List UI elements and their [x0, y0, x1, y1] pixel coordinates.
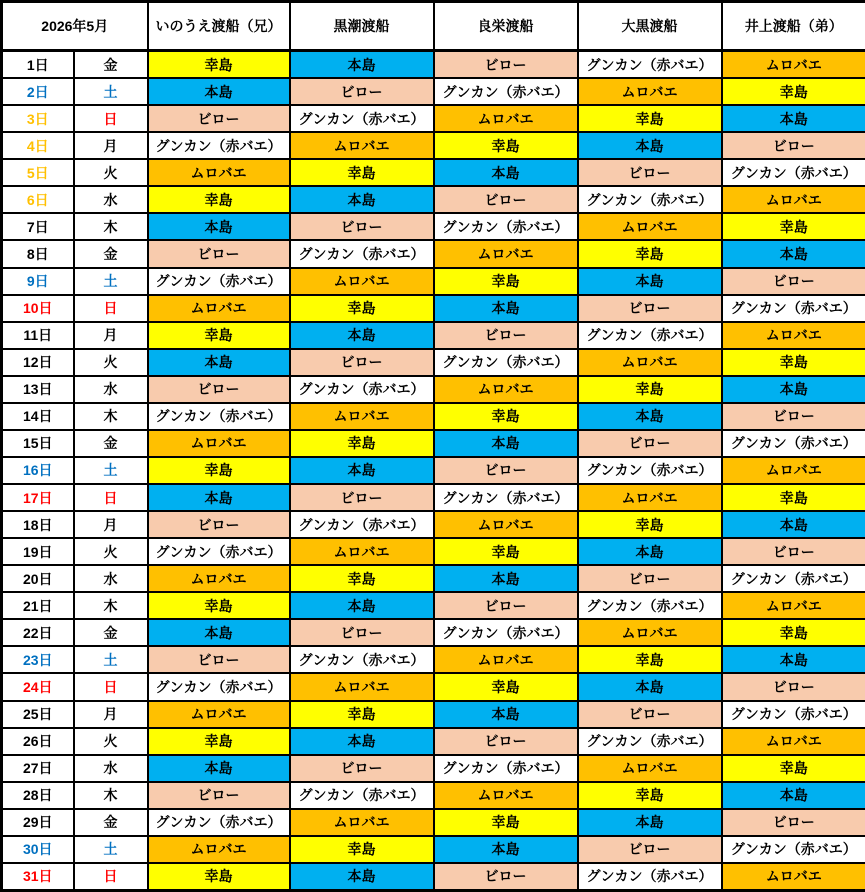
assignment-cell: 幸島 — [148, 863, 290, 891]
weekday-cell: 土 — [74, 836, 148, 863]
assignment-cell: 幸島 — [148, 186, 290, 213]
assignment-cell: 本島 — [578, 673, 722, 700]
assignment-cell: ビロー — [148, 240, 290, 267]
assignment-cell: 本島 — [722, 105, 865, 132]
assignment-cell: ムロバエ — [148, 430, 290, 457]
table-row — [2, 105, 865, 132]
assignment-cell: 本島 — [148, 349, 290, 376]
assignment-cell: 幸島 — [434, 809, 578, 836]
weekday-cell: 土 — [74, 268, 148, 295]
assignment-cell: グンカン（赤バエ） — [578, 457, 722, 484]
assignment-cell: 本島 — [148, 484, 290, 511]
column-header-boat-4: 大黒渡船 — [578, 2, 722, 51]
assignment-cell: ムロバエ — [148, 295, 290, 322]
table-row — [2, 268, 865, 295]
assignment-cell: 本島 — [434, 295, 578, 322]
table-row — [2, 322, 865, 349]
weekday-cell: 日 — [74, 863, 148, 891]
assignment-cell: ムロバエ — [290, 538, 434, 565]
assignment-cell: 本島 — [722, 240, 865, 267]
assignment-cell: 本島 — [434, 701, 578, 728]
assignment-cell: ビロー — [578, 836, 722, 863]
assignment-cell: ビロー — [434, 863, 578, 891]
assignment-cell: グンカン（赤バエ） — [290, 511, 434, 538]
assignment-cell: ビロー — [722, 403, 865, 430]
assignment-cell: 本島 — [290, 728, 434, 755]
assignment-cell: ビロー — [722, 538, 865, 565]
assignment-cell: グンカン（赤バエ） — [578, 728, 722, 755]
assignment-cell: ビロー — [434, 322, 578, 349]
assignment-cell: ビロー — [578, 430, 722, 457]
day-cell: 13日 — [2, 376, 74, 403]
weekday-cell: 金 — [74, 809, 148, 836]
day-cell: 24日 — [2, 673, 74, 700]
assignment-cell: ムロバエ — [434, 376, 578, 403]
day-cell: 12日 — [2, 349, 74, 376]
assignment-cell: グンカン（赤バエ） — [148, 538, 290, 565]
assignment-cell: 幸島 — [434, 403, 578, 430]
day-cell: 7日 — [2, 213, 74, 240]
weekday-cell: 水 — [74, 565, 148, 592]
assignment-cell: ムロバエ — [290, 809, 434, 836]
assignment-cell: 幸島 — [148, 322, 290, 349]
assignment-cell: グンカン（赤バエ） — [290, 105, 434, 132]
assignment-cell: ムロバエ — [722, 592, 865, 619]
table-row — [2, 836, 865, 863]
table-row — [2, 51, 865, 79]
weekday-cell: 土 — [74, 646, 148, 673]
assignment-cell: ビロー — [434, 51, 578, 79]
day-cell: 20日 — [2, 565, 74, 592]
assignment-cell: ビロー — [290, 484, 434, 511]
assignment-cell: ムロバエ — [578, 755, 722, 782]
assignment-cell: グンカン（赤バエ） — [434, 755, 578, 782]
assignment-cell: ムロバエ — [578, 484, 722, 511]
table-row — [2, 213, 865, 240]
table-row — [2, 701, 865, 728]
assignment-cell: ムロバエ — [722, 322, 865, 349]
day-cell: 8日 — [2, 240, 74, 267]
assignment-cell: ムロバエ — [722, 186, 865, 213]
assignment-cell: 本島 — [148, 755, 290, 782]
day-cell: 4日 — [2, 132, 74, 159]
table-row — [2, 728, 865, 755]
assignment-cell: ムロバエ — [148, 701, 290, 728]
assignment-cell: 幸島 — [434, 268, 578, 295]
assignment-cell: ムロバエ — [290, 268, 434, 295]
assignment-cell: ビロー — [290, 349, 434, 376]
assignment-cell: 本島 — [722, 511, 865, 538]
weekday-cell: 木 — [74, 592, 148, 619]
header-row — [2, 2, 865, 51]
assignment-cell: 本島 — [722, 376, 865, 403]
day-cell: 6日 — [2, 186, 74, 213]
assignment-cell: ビロー — [578, 701, 722, 728]
assignment-cell: 本島 — [722, 646, 865, 673]
day-cell: 11日 — [2, 322, 74, 349]
assignment-cell: グンカン（赤バエ） — [434, 213, 578, 240]
weekday-cell: 木 — [74, 403, 148, 430]
day-cell: 17日 — [2, 484, 74, 511]
assignment-cell: 幸島 — [434, 673, 578, 700]
table-row — [2, 349, 865, 376]
day-cell: 3日 — [2, 105, 74, 132]
assignment-cell: ビロー — [290, 213, 434, 240]
schedule-header — [2, 2, 865, 51]
assignment-cell: ムロバエ — [434, 105, 578, 132]
weekday-cell: 火 — [74, 159, 148, 186]
assignment-cell: 幸島 — [434, 132, 578, 159]
day-cell: 18日 — [2, 511, 74, 538]
assignment-cell: グンカン（赤バエ） — [722, 701, 865, 728]
assignment-cell: 幸島 — [290, 430, 434, 457]
assignment-cell: 本島 — [434, 565, 578, 592]
weekday-cell: 日 — [74, 295, 148, 322]
assignment-cell: ムロバエ — [578, 619, 722, 646]
schedule-rows — [2, 51, 865, 891]
day-cell: 14日 — [2, 403, 74, 430]
assignment-cell: ムロバエ — [578, 349, 722, 376]
assignment-cell: グンカン（赤バエ） — [148, 403, 290, 430]
day-cell: 19日 — [2, 538, 74, 565]
table-row — [2, 376, 865, 403]
assignment-cell: ムロバエ — [578, 213, 722, 240]
assignment-cell: 本島 — [578, 538, 722, 565]
assignment-cell: 本島 — [290, 457, 434, 484]
day-cell: 5日 — [2, 159, 74, 186]
assignment-cell: ムロバエ — [578, 78, 722, 105]
table-row — [2, 619, 865, 646]
day-cell: 26日 — [2, 728, 74, 755]
assignment-cell: 幸島 — [148, 592, 290, 619]
assignment-cell: 本島 — [578, 132, 722, 159]
table-row — [2, 511, 865, 538]
assignment-cell: ビロー — [578, 159, 722, 186]
assignment-cell: 本島 — [290, 51, 434, 79]
table-row — [2, 78, 865, 105]
assignment-cell: グンカン（赤バエ） — [578, 863, 722, 891]
weekday-cell: 金 — [74, 619, 148, 646]
table-row — [2, 755, 865, 782]
day-cell: 9日 — [2, 268, 74, 295]
table-row — [2, 403, 865, 430]
assignment-cell: グンカン（赤バエ） — [434, 484, 578, 511]
day-cell: 30日 — [2, 836, 74, 863]
assignment-cell: 幸島 — [148, 457, 290, 484]
table-row — [2, 782, 865, 809]
assignment-cell: ビロー — [722, 673, 865, 700]
assignment-cell: 幸島 — [148, 728, 290, 755]
weekday-cell: 木 — [74, 213, 148, 240]
day-cell: 2日 — [2, 78, 74, 105]
assignment-cell: グンカン（赤バエ） — [148, 268, 290, 295]
assignment-cell: 幸島 — [578, 782, 722, 809]
assignment-cell: ビロー — [290, 619, 434, 646]
assignment-cell: ムロバエ — [722, 457, 865, 484]
assignment-cell: 幸島 — [148, 51, 290, 79]
assignment-cell: グンカン（赤バエ） — [578, 51, 722, 79]
weekday-cell: 火 — [74, 538, 148, 565]
assignment-cell: 幸島 — [578, 105, 722, 132]
assignment-cell: 本島 — [148, 213, 290, 240]
weekday-cell: 月 — [74, 132, 148, 159]
assignment-cell: ムロバエ — [722, 51, 865, 79]
assignment-cell: 幸島 — [722, 619, 865, 646]
assignment-cell: ビロー — [722, 809, 865, 836]
assignment-cell: 本島 — [434, 159, 578, 186]
table-row — [2, 295, 865, 322]
assignment-cell: グンカン（赤バエ） — [434, 78, 578, 105]
weekday-cell: 水 — [74, 376, 148, 403]
weekday-cell: 木 — [74, 782, 148, 809]
assignment-cell: グンカン（赤バエ） — [722, 295, 865, 322]
column-header-boat-3: 良栄渡船 — [434, 2, 578, 51]
assignment-cell: 幸島 — [722, 213, 865, 240]
weekday-cell: 土 — [74, 457, 148, 484]
assignment-cell: グンカン（赤バエ） — [722, 430, 865, 457]
table-row — [2, 592, 865, 619]
assignment-cell: ムロバエ — [434, 240, 578, 267]
assignment-cell: ビロー — [578, 295, 722, 322]
assignment-cell: 幸島 — [722, 349, 865, 376]
table-row — [2, 673, 865, 700]
weekday-cell: 土 — [74, 78, 148, 105]
assignment-cell: グンカン（赤バエ） — [578, 592, 722, 619]
weekday-cell: 水 — [74, 186, 148, 213]
assignment-cell: ビロー — [148, 105, 290, 132]
assignment-cell: 幸島 — [290, 159, 434, 186]
month-title: 2026年5月 — [2, 2, 148, 51]
assignment-cell: ムロバエ — [434, 782, 578, 809]
assignment-cell: グンカン（赤バエ） — [722, 565, 865, 592]
assignment-cell: グンカン（赤バエ） — [434, 619, 578, 646]
assignment-cell: ムロバエ — [722, 728, 865, 755]
assignment-cell: ビロー — [148, 646, 290, 673]
assignment-cell: グンカン（赤バエ） — [148, 809, 290, 836]
assignment-cell: グンカン（赤バエ） — [290, 646, 434, 673]
weekday-cell: 金 — [74, 430, 148, 457]
assignment-cell: ムロバエ — [290, 132, 434, 159]
assignment-cell: 本島 — [578, 809, 722, 836]
table-row — [2, 132, 865, 159]
day-cell: 16日 — [2, 457, 74, 484]
table-row — [2, 646, 865, 673]
day-cell: 28日 — [2, 782, 74, 809]
assignment-cell: ビロー — [434, 186, 578, 213]
assignment-cell: グンカン（赤バエ） — [722, 159, 865, 186]
weekday-cell: 金 — [74, 51, 148, 79]
column-header-boat-2: 黒潮渡船 — [290, 2, 434, 51]
assignment-cell: 幸島 — [578, 511, 722, 538]
assignment-cell: ビロー — [434, 728, 578, 755]
assignment-cell: 幸島 — [722, 484, 865, 511]
weekday-cell: 日 — [74, 673, 148, 700]
weekday-cell: 月 — [74, 322, 148, 349]
table-row — [2, 484, 865, 511]
assignment-cell: グンカン（赤バエ） — [722, 836, 865, 863]
table-row — [2, 240, 865, 267]
weekday-cell: 金 — [74, 240, 148, 267]
assignment-cell: 幸島 — [578, 646, 722, 673]
assignment-cell: ビロー — [434, 457, 578, 484]
day-cell: 21日 — [2, 592, 74, 619]
assignment-cell: グンカン（赤バエ） — [148, 132, 290, 159]
assignment-cell: ビロー — [148, 782, 290, 809]
table-row — [2, 538, 865, 565]
assignment-cell: グンカン（赤バエ） — [290, 240, 434, 267]
assignment-cell: 幸島 — [290, 836, 434, 863]
table-row — [2, 186, 865, 213]
assignment-cell: 本島 — [434, 836, 578, 863]
assignment-cell: 幸島 — [578, 376, 722, 403]
assignment-cell: 本島 — [434, 430, 578, 457]
assignment-cell: グンカン（赤バエ） — [578, 186, 722, 213]
weekday-cell: 日 — [74, 484, 148, 511]
assignment-cell: 幸島 — [434, 538, 578, 565]
assignment-cell: ビロー — [148, 511, 290, 538]
assignment-cell: ムロバエ — [290, 673, 434, 700]
weekday-cell: 火 — [74, 728, 148, 755]
table-row — [2, 457, 865, 484]
assignment-cell: グンカン（赤バエ） — [148, 673, 290, 700]
assignment-cell: グンカン（赤バエ） — [578, 322, 722, 349]
assignment-cell: 本島 — [290, 186, 434, 213]
day-cell: 10日 — [2, 295, 74, 322]
assignment-cell: ムロバエ — [722, 863, 865, 891]
assignment-cell: グンカン（赤バエ） — [290, 782, 434, 809]
assignment-cell: ムロバエ — [148, 159, 290, 186]
day-cell: 22日 — [2, 619, 74, 646]
assignment-cell: ムロバエ — [434, 646, 578, 673]
assignment-cell: グンカン（赤バエ） — [290, 376, 434, 403]
assignment-cell: 幸島 — [290, 701, 434, 728]
assignment-cell: 幸島 — [722, 755, 865, 782]
day-cell: 23日 — [2, 646, 74, 673]
day-cell: 1日 — [2, 51, 74, 79]
weekday-cell: 月 — [74, 511, 148, 538]
assignment-cell: 幸島 — [722, 78, 865, 105]
assignment-cell: 本島 — [578, 268, 722, 295]
assignment-cell: 本島 — [290, 592, 434, 619]
assignment-cell: ビロー — [722, 132, 865, 159]
column-header-boat-1: いのうえ渡船（兄） — [148, 2, 290, 51]
assignment-cell: 幸島 — [290, 295, 434, 322]
day-cell: 31日 — [2, 863, 74, 891]
table-row — [2, 863, 865, 891]
table-row — [2, 430, 865, 457]
assignment-cell: ムロバエ — [148, 836, 290, 863]
assignment-cell: 本島 — [290, 863, 434, 891]
assignment-cell: ビロー — [148, 376, 290, 403]
assignment-cell: ムロバエ — [148, 565, 290, 592]
assignment-cell: 本島 — [578, 403, 722, 430]
assignment-cell: 幸島 — [290, 565, 434, 592]
assignment-cell: ビロー — [578, 565, 722, 592]
column-header-boat-5: 井上渡船（弟） — [722, 2, 865, 51]
table-row — [2, 809, 865, 836]
assignment-cell: ビロー — [722, 268, 865, 295]
assignment-cell: ムロバエ — [290, 403, 434, 430]
day-cell: 25日 — [2, 701, 74, 728]
assignment-cell: 本島 — [148, 619, 290, 646]
assignment-cell: 本島 — [290, 322, 434, 349]
assignment-cell: ビロー — [290, 78, 434, 105]
assignment-cell: ビロー — [434, 592, 578, 619]
table-row — [2, 565, 865, 592]
assignment-cell: グンカン（赤バエ） — [434, 349, 578, 376]
day-cell: 27日 — [2, 755, 74, 782]
weekday-cell: 水 — [74, 755, 148, 782]
assignment-cell: 幸島 — [578, 240, 722, 267]
assignment-cell: ビロー — [290, 755, 434, 782]
assignment-cell: 本島 — [722, 782, 865, 809]
weekday-cell: 日 — [74, 105, 148, 132]
day-cell: 29日 — [2, 809, 74, 836]
weekday-cell: 月 — [74, 701, 148, 728]
weekday-cell: 火 — [74, 349, 148, 376]
table-row — [2, 159, 865, 186]
assignment-cell: ムロバエ — [434, 511, 578, 538]
day-cell: 15日 — [2, 430, 74, 457]
assignment-cell: 本島 — [148, 78, 290, 105]
